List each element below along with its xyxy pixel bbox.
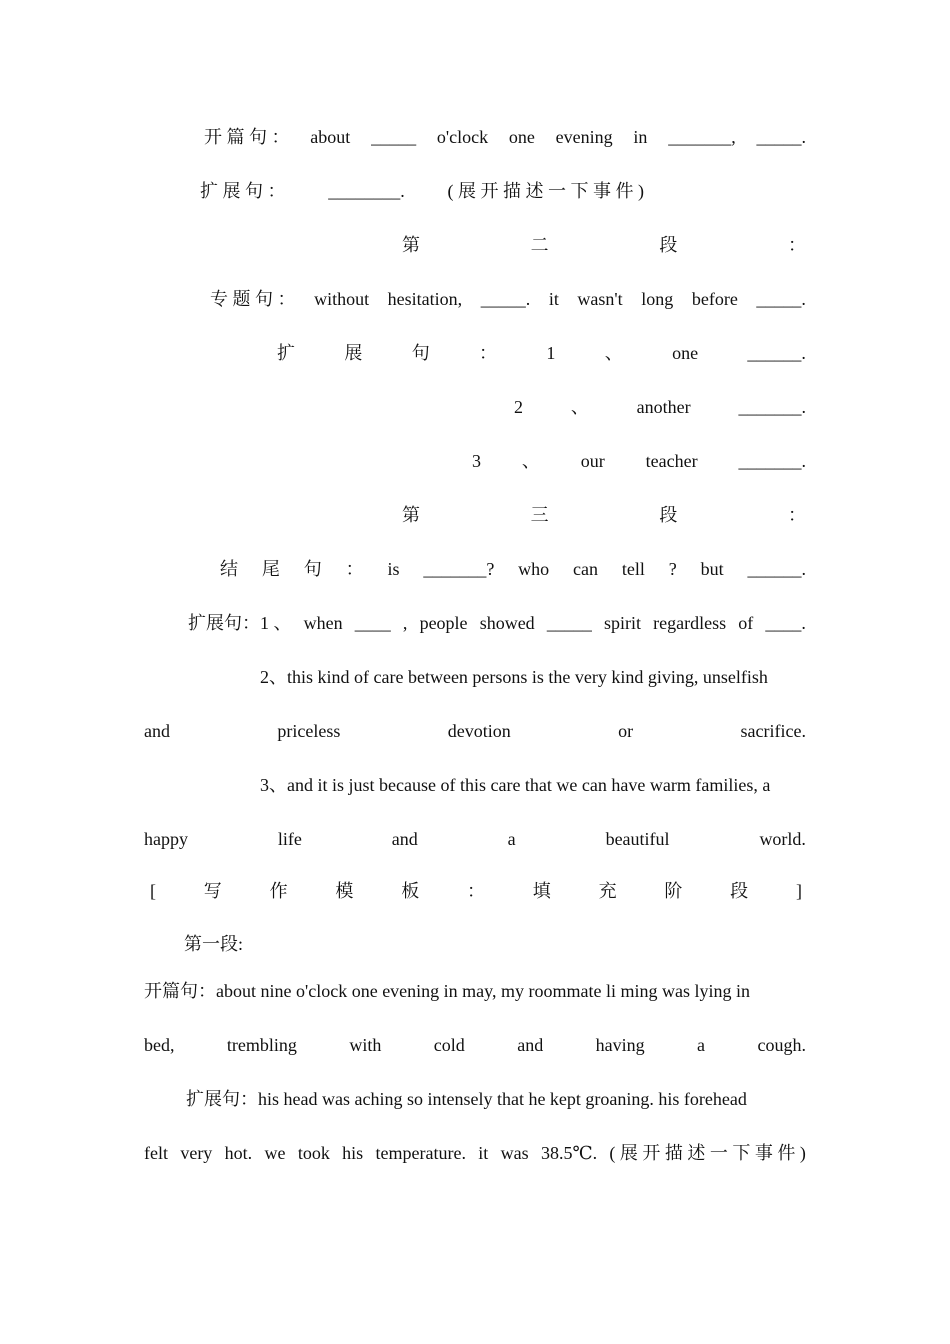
blank: _______. (738, 397, 806, 417)
word: 扩 (277, 343, 295, 363)
blank: ____ (354, 613, 391, 633)
word: 模 (335, 881, 354, 901)
word: ] (795, 881, 802, 901)
word: ： (466, 881, 485, 901)
blank: _____. (480, 289, 531, 309)
blank: _____ (371, 127, 417, 147)
word: 填 (532, 881, 551, 901)
word: one (672, 343, 699, 363)
word: one (508, 127, 535, 147)
word: 、 (521, 451, 540, 471)
word: cold (433, 1035, 465, 1055)
blank: ______. (747, 559, 806, 579)
word: 展 (344, 343, 363, 363)
word: 阶 (664, 881, 683, 901)
word: life (277, 829, 302, 849)
expansion-item-2 (514, 394, 806, 420)
word: or (618, 721, 634, 741)
word: spirit (603, 613, 641, 633)
word: his (342, 1143, 364, 1163)
closing-expansion-2 (260, 664, 806, 690)
opening-sentence-filled (144, 978, 806, 1004)
blank: _______. (738, 451, 806, 471)
word: ： (787, 235, 806, 255)
word: having (595, 1035, 645, 1055)
blank: _____ (546, 613, 592, 633)
word: , (402, 613, 408, 633)
word: it (478, 1143, 489, 1163)
template-stage-heading (150, 878, 802, 904)
word: showed (479, 613, 535, 633)
word: ? (668, 559, 677, 579)
word: took (297, 1143, 330, 1163)
text-line: 开篇句：about nine o'clock one evening in may, my roommate li ming was lying in (144, 981, 750, 1001)
word: ( 展 开 描 述 一 下 事 件 ) (609, 1143, 806, 1163)
word: our (580, 451, 605, 471)
word: 、 (570, 397, 589, 417)
word: 句 (411, 343, 430, 363)
word: 结 (220, 559, 238, 579)
text-line: 3、and it is just because of this care that we can have warm families, a (260, 775, 771, 795)
blank: ________. (328, 181, 405, 201)
word: [ (150, 881, 156, 901)
word: 、 (604, 343, 623, 363)
expansion-sentence-template (200, 178, 644, 204)
closing-expansion-3-continued (144, 826, 806, 852)
word: 二 (530, 235, 549, 255)
word: o'clock (436, 127, 489, 147)
word: 第 (402, 505, 420, 525)
word: ： (345, 559, 364, 579)
word: very (180, 1143, 213, 1163)
word: without (314, 289, 370, 309)
word: it (548, 289, 559, 309)
word: devotion (447, 721, 511, 741)
word: and (517, 1035, 544, 1055)
word: happy (144, 829, 188, 849)
word: regardless (653, 613, 727, 633)
closing-expansion-1 (188, 610, 806, 636)
word: 38.5℃. (540, 1143, 598, 1163)
blank: ______. (747, 343, 806, 363)
section-heading-2 (402, 232, 806, 258)
opening-sentence-filled-continued (144, 1032, 806, 1058)
word: 充 (598, 881, 617, 901)
word: another (636, 397, 691, 417)
word: felt (144, 1143, 168, 1163)
word: 作 (269, 881, 288, 901)
word: wasn't (577, 289, 623, 309)
word: of (738, 613, 754, 633)
word: who (518, 559, 550, 579)
word: can (573, 559, 599, 579)
word: beautiful (605, 829, 670, 849)
text-line: 扩展句：his head was aching so intensely that he kept groaning. his forehead (186, 1089, 747, 1109)
word: 段 (659, 235, 678, 255)
word: evening (555, 127, 613, 147)
word: 扩展句：1 、 (188, 613, 292, 633)
closing-sentence-template (220, 556, 806, 582)
word: ： (787, 505, 806, 525)
section-heading-3 (402, 502, 806, 528)
closing-expansion-3 (260, 772, 806, 798)
word: teacher (645, 451, 698, 471)
word: long (641, 289, 674, 309)
word: priceless (277, 721, 341, 741)
word: in (633, 127, 648, 147)
text-line: 第一段: (184, 934, 244, 954)
word: 开 篇 句 ： (204, 127, 290, 147)
word: 写 (203, 881, 222, 901)
word: 尾 (261, 559, 280, 579)
word: a (697, 1035, 706, 1055)
word: hesitation, (387, 289, 463, 309)
word: bed, (144, 1035, 175, 1055)
blank: _____. (756, 127, 806, 147)
word: 专 题 句 ： (210, 289, 296, 309)
word: a (507, 829, 516, 849)
word: world. (759, 829, 806, 849)
word: about (310, 127, 351, 147)
word: hot. (224, 1143, 253, 1163)
word: 3 (472, 451, 481, 471)
word: but (700, 559, 724, 579)
word: sacrifice. (740, 721, 806, 741)
word: 第 (402, 235, 420, 255)
section-heading-1 (184, 931, 806, 957)
word: 段 (730, 881, 749, 901)
expansion-sentence-filled (186, 1086, 806, 1112)
word: and (391, 829, 418, 849)
word: cough. (757, 1035, 806, 1055)
opening-sentence-template (204, 124, 806, 150)
word: trembling (226, 1035, 297, 1055)
word: when (303, 613, 343, 633)
word: 2 (514, 397, 523, 417)
blank: _______? (423, 559, 495, 579)
word: tell (621, 559, 645, 579)
word: was (500, 1143, 529, 1163)
expansion-item-1 (277, 340, 806, 366)
word: 板 (401, 881, 420, 901)
word: we (264, 1143, 286, 1163)
word: 三 (530, 505, 549, 525)
blank: ____. (765, 613, 806, 633)
word: before (691, 289, 738, 309)
closing-expansion-2-continued (144, 718, 806, 744)
word: 段 (659, 505, 678, 525)
word: is (387, 559, 400, 579)
word: 1 (546, 343, 556, 363)
word: 句 (303, 559, 322, 579)
word: ： (479, 343, 498, 363)
expansion-sentence-filled-continued (144, 1140, 806, 1166)
expansion-item-3 (472, 448, 806, 474)
word: with (349, 1035, 382, 1055)
blank: _____. (756, 289, 806, 309)
word: people (419, 613, 468, 633)
word: 扩 展 句 ： (200, 181, 286, 201)
text-line: 2、this kind of care between persons is the very kind giving, unselfish (260, 667, 768, 687)
topic-sentence-template (210, 286, 806, 312)
word: and (144, 721, 170, 741)
word: ( 展 开 描 述 一 下 事 件 ) (447, 181, 644, 201)
blank: _______, (668, 127, 736, 147)
word: temperature. (375, 1143, 466, 1163)
